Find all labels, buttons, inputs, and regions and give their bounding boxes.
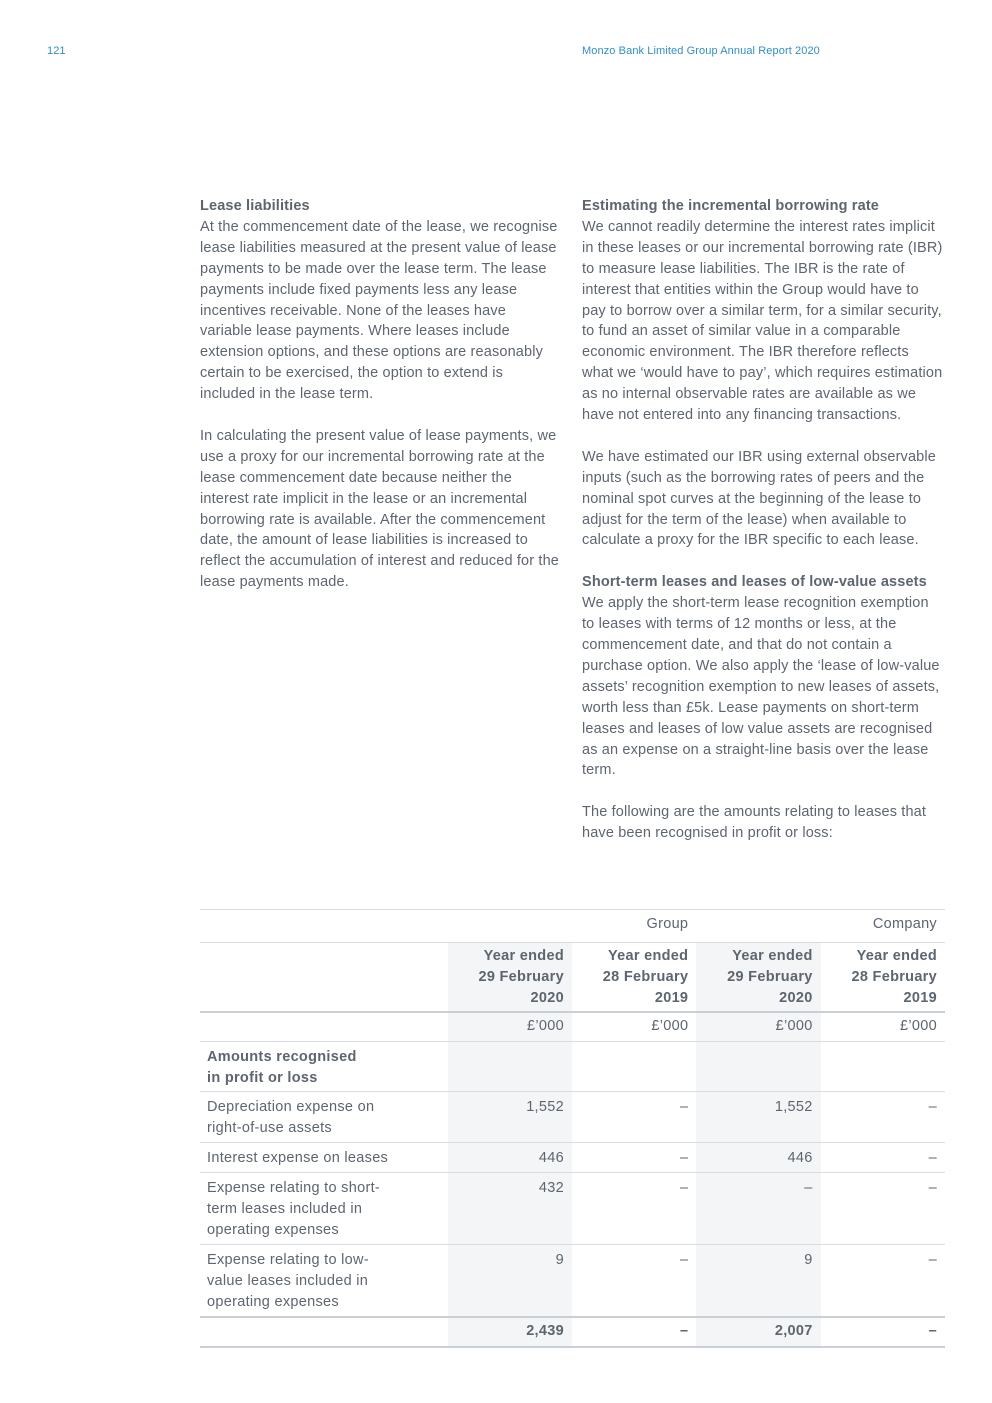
- report-title: Monzo Bank Limited Group Annual Report 2020: [582, 45, 820, 57]
- cell-value: 1,552: [696, 1092, 820, 1143]
- period-header-group-2019: Year ended 28 February 2019: [572, 943, 696, 1012]
- paragraph: We cannot readily determine the interest rates implicit in these leases or our incremental borrowing rate (IBR) to measure lease liabilities. The IBR is the rate of interest that entities within the Group would have to pay to borrow over a similar term, for a similar security, to fund an asset of similar value in a comparable economic environment. The IBR therefore reflects what we ‘would have to pay’, which requires estimation as no internal observable rates are available as we have not entered into any financing transactions.: [582, 218, 943, 424]
- table-unit-row: [200, 1012, 945, 1041]
- cell-value: –: [572, 1173, 696, 1245]
- page-number: 121: [47, 45, 66, 57]
- company-header: Company: [821, 910, 945, 943]
- period-header-company-2019: Year ended 28 February 2019: [821, 943, 945, 1012]
- table-group-header-row: [200, 910, 945, 943]
- cell-value: –: [572, 1143, 696, 1173]
- right-column: [582, 196, 944, 865]
- total-value: –: [821, 1317, 945, 1347]
- total-value: 2,439: [448, 1317, 572, 1347]
- period-header-group-2020: Year ended 29 February 2020: [448, 943, 572, 1012]
- cell-value: –: [572, 1244, 696, 1316]
- row-label: Depreciation expense on right-of-use assets: [200, 1092, 448, 1143]
- cell-value: 432: [448, 1173, 572, 1245]
- cell-value: –: [821, 1092, 945, 1143]
- cell-value: 1,552: [448, 1092, 572, 1143]
- row-label: Expense relating to short- term leases included in operating expenses: [200, 1173, 448, 1245]
- paragraph: At the commencement date of the lease, we recognise lease liabilities measured at the present value of lease payments to be made over the lease term. The lease payments include fixed payments less any lease incentives receivable. None of the leases have variable lease payments. Where leases include extension options, and these options are reasonably certain to be exercised, the option to extend is included in the lease term.: [200, 218, 558, 403]
- unit-label: £’000: [572, 1012, 696, 1041]
- cell-value: 446: [448, 1143, 572, 1173]
- cell-value: –: [572, 1092, 696, 1143]
- cell-value: –: [821, 1244, 945, 1316]
- period-header-company-2020: Year ended 29 February 2020: [696, 943, 820, 1012]
- section-heading-short-term-leases: Short-term leases and leases of low-value assets: [582, 574, 927, 591]
- table-row: [200, 1173, 945, 1245]
- section-heading-lease-liabilities: Lease liabilities: [200, 198, 310, 214]
- paragraph: In calculating the present value of lease payments, we use a proxy for our incremental borrowing rate at the lease commencement date because neither the interest rate implicit in the lease or an incremental borrowing rate is available. After the commencement date, the amount of lease liabilities is increased to reflect the accumulation of interest and reduced for the lease payments made.: [200, 427, 560, 591]
- unit-label: £’000: [821, 1012, 945, 1041]
- cell-value: 9: [448, 1244, 572, 1316]
- table-period-header-row: [200, 943, 945, 1012]
- table-row: [200, 1143, 945, 1173]
- left-column: [200, 196, 562, 614]
- cell-value: 9: [696, 1244, 820, 1316]
- row-label: Interest expense on leases: [200, 1143, 448, 1173]
- unit-label: £’000: [448, 1012, 572, 1041]
- cell-value: –: [821, 1173, 945, 1245]
- paragraph: We have estimated our IBR using external observable inputs (such as the borrowing rates of peers and the nominal spot curves at the beginning of the lease to adjust for the term of the lease) when available to calculate a proxy for the IBR specific to each lease.: [582, 448, 936, 549]
- cell-value: 446: [696, 1143, 820, 1173]
- total-value: –: [572, 1317, 696, 1347]
- group-header: Group: [572, 910, 696, 943]
- unit-label: £’000: [696, 1012, 820, 1041]
- total-value: 2,007: [696, 1317, 820, 1347]
- section-heading-incremental-borrowing-rate: Estimating the incremental borrowing rate: [582, 198, 880, 214]
- cell-value: –: [821, 1143, 945, 1173]
- paragraph: The following are the amounts relating to leases that have been recognised in profit or loss:: [582, 804, 927, 842]
- cell-value: –: [696, 1173, 820, 1245]
- table-row: [200, 1244, 945, 1316]
- paragraph: We apply the short-term lease recognition exemption to leases with terms of 12 months or less, at the commencement date, and that do not contain a purchase option. We also apply the ‘lease of low-value assets’ recognition exemption to new leases of assets, worth less than £5k. Lease payments on short-term leases and leases of low value assets are recognised as an expense on a straight-line basis over the lease term.: [582, 595, 940, 779]
- table-row: [200, 1092, 945, 1143]
- lease-amounts-table: [200, 909, 945, 1348]
- table-section-row: [200, 1041, 945, 1092]
- row-label: Expense relating to low- value leases included in operating expenses: [200, 1244, 448, 1316]
- table-total-row: [200, 1317, 945, 1347]
- section-label: Amounts recognised in profit or loss: [200, 1041, 448, 1092]
